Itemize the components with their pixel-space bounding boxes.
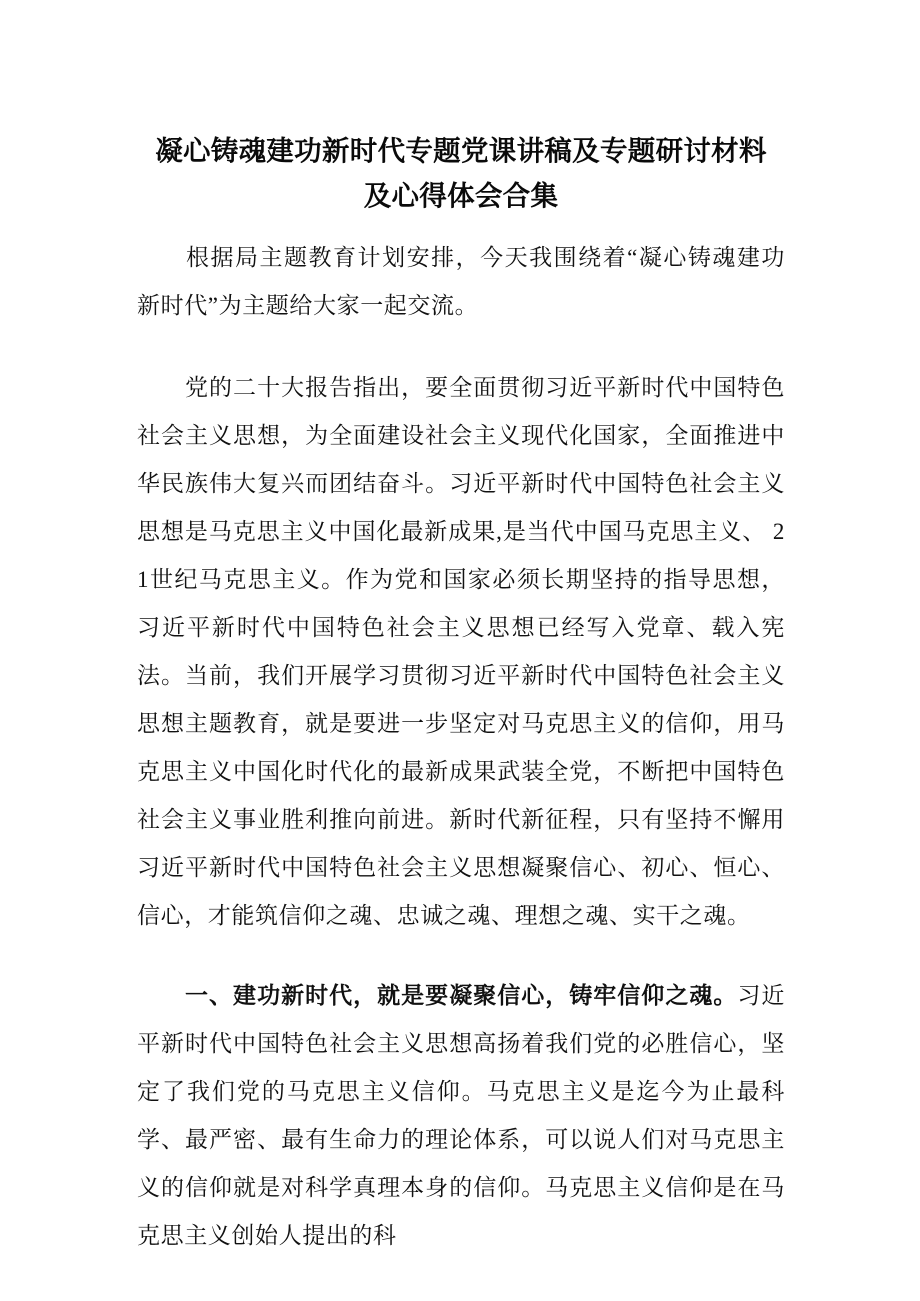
title-line-2: 及心得体会合集 <box>363 180 559 211</box>
title-line-1: 凝心铸魂建功新时代专题党课讲稿及专题研讨材料 <box>155 135 767 166</box>
page-title <box>137 0 785 218</box>
section-one-paragraph <box>137 972 792 1260</box>
paragraph-intro: 根据局主题教育计划安排，今天我围绕着“凝心铸魂建功 新时代”为主题给大家一起交流。 <box>137 245 792 318</box>
section-one-heading: 一、建功新时代，就是要凝聚信心，铸牢信仰之魂。 <box>185 983 738 1008</box>
document-text-column <box>137 0 792 1260</box>
section-one-body: 习近 平新时代中国特色社会主义思想高扬着我们党的必胜信心，坚 定了我们党的马克思主义信仰。马克思主义是迄今为止最科 学、最严密、最有生命力的理论体系，可以说人们对马克思主 义的信仰就是对科学真理本身的信仰。马克思主义信仰是在马 克思主义创始人提出的科 <box>137 983 792 1248</box>
section-one-indent <box>137 983 185 1008</box>
paragraph-body-1: 党的二十大报告指出，要全面贯彻习近平新时代中国特色 社会主义思想，为全面建设社会主义现代化国家，全面推进中 华民族伟大复兴而团结奋斗。习近平新时代中国特色社会主义 思想是马克思主义中国化最新成果,是当代中国马克思主义、 21世纪马克思主义。作为党和国家必须长期坚持的指导思想， 习近平新时代中国特色社会主义思想已经写入党章、载入宪 法。当前，我们开展学习贯彻习近平新时代中国特色社会主义 思想主题教育，就是要进一步坚定对马克思主义的信仰，用马 克思主义中国化时代化的最新成果武装全党，不断把中国特色 社会主义事业胜利推向前进。新时代新征程，只有坚持不懈用 习近平新时代中国特色社会主义思想凝聚信心、初心、恒心、 信心，才能筑信仰之魂、忠诚之魂、理想之魂、实干之魂。 <box>137 375 792 928</box>
